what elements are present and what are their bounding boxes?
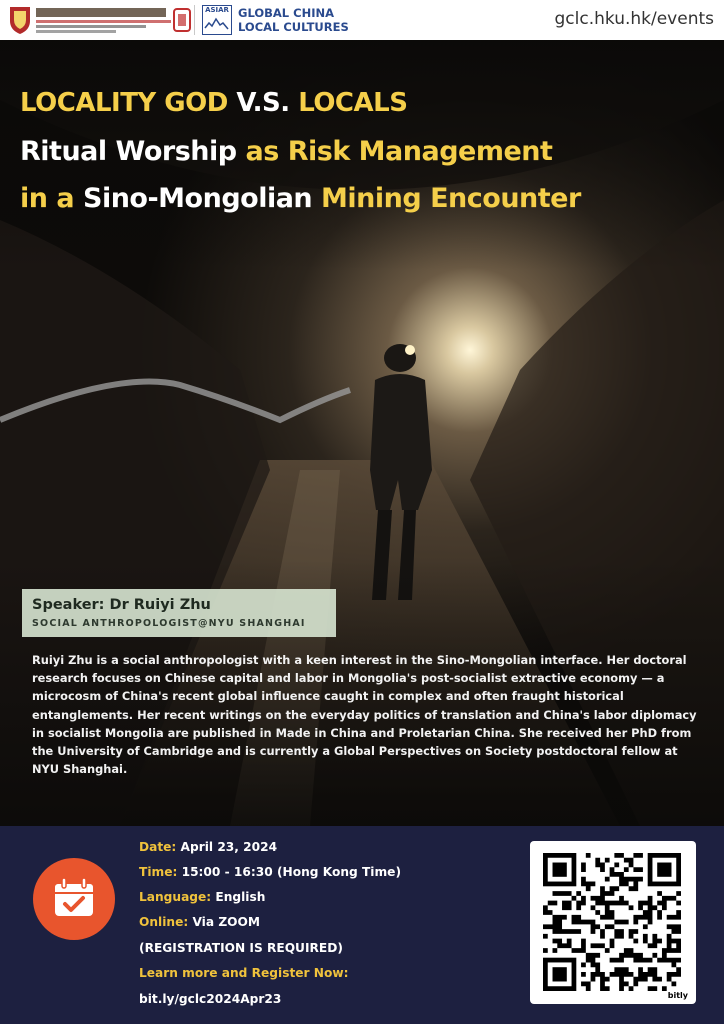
speaker-bio: Ruiyi Zhu is a social anthropologist with a keen interest in the Sino-Mongolian interface. Her doctoral research focuses on Chinese capital and labor in Mongolia's post-socialist extractive economy — a microcosm of China's recent global influence caught in complex and often fraught historical entanglements. Her recent writings on the everyday politics of translation and China's labor diplomacy in socialist Mongolia are published in Made in China and Proletarian China. She received her PhD from the University of Cambridge and is currently a Global Perspectives on Society postdoctoral fellow at NYU Shanghai. (32, 653, 697, 777)
date-label: Date: (139, 840, 177, 854)
title-mining-encounter: Mining Encounter (321, 183, 581, 214)
title-risk-management: as Risk Management (245, 136, 553, 167)
event-time (139, 865, 401, 879)
online-value: Via ZOOM (188, 915, 261, 929)
gclc-title-line1: GLOBAL CHINA (238, 6, 334, 20)
title-line-1 (20, 88, 407, 118)
title-in-a: in a (20, 183, 83, 214)
event-language (139, 890, 265, 904)
qr-finder-inner (553, 967, 567, 981)
title-line-2 (20, 136, 552, 167)
language-label: Language: (139, 890, 212, 904)
qr-code-pattern (543, 853, 681, 991)
language-value: English (211, 890, 266, 904)
time-label: Time: (139, 865, 178, 879)
qr-finder-inner (657, 863, 671, 877)
register-prompt: Learn more and Register Now: (139, 966, 349, 980)
bitly-label: bitly (667, 991, 688, 1000)
registration-note: (REGISTRATION IS REQUIRED) (139, 941, 343, 955)
speaker-band (22, 589, 336, 637)
title-ritual-worship: Ritual Worship (20, 136, 246, 167)
online-label: Online: (139, 915, 189, 929)
time-value: 15:00 - 16:30 (Hong Kong Time) (177, 865, 402, 879)
asiar-logo (202, 5, 232, 35)
calendar-check-icon (33, 858, 115, 940)
hkihss-logo-icon (6, 4, 196, 36)
speaker-name: Speaker: Dr Ruiyi Zhu (32, 597, 211, 613)
title-locality-god: LOCALITY GOD (20, 88, 228, 118)
date-value: April 23, 2024 (176, 840, 278, 854)
event-online (139, 915, 260, 929)
event-date (139, 840, 277, 854)
title-vs: V.S. (227, 88, 299, 118)
title-line-3 (20, 183, 581, 214)
register-link[interactable]: bit.ly/gclc2024Apr23 (139, 992, 282, 1006)
title-locals: LOCALS (298, 88, 408, 118)
logo-divider (194, 5, 195, 35)
qr-code[interactable] (530, 841, 696, 1004)
header-bar (0, 0, 724, 40)
gclc-title-line2: LOCAL CULTURES (238, 20, 349, 34)
qr-finder-inner (553, 863, 567, 877)
asiar-label: ASIAR (205, 6, 229, 14)
speaker-role: SOCIAL ANTHROPOLOGIST@NYU SHANGHAI (32, 618, 306, 629)
title-sino-mongolian: Sino-Mongolian (83, 183, 322, 214)
asiar-map-icon (203, 16, 230, 34)
events-url-link[interactable]: gclc.hku.hk/events (554, 9, 714, 29)
